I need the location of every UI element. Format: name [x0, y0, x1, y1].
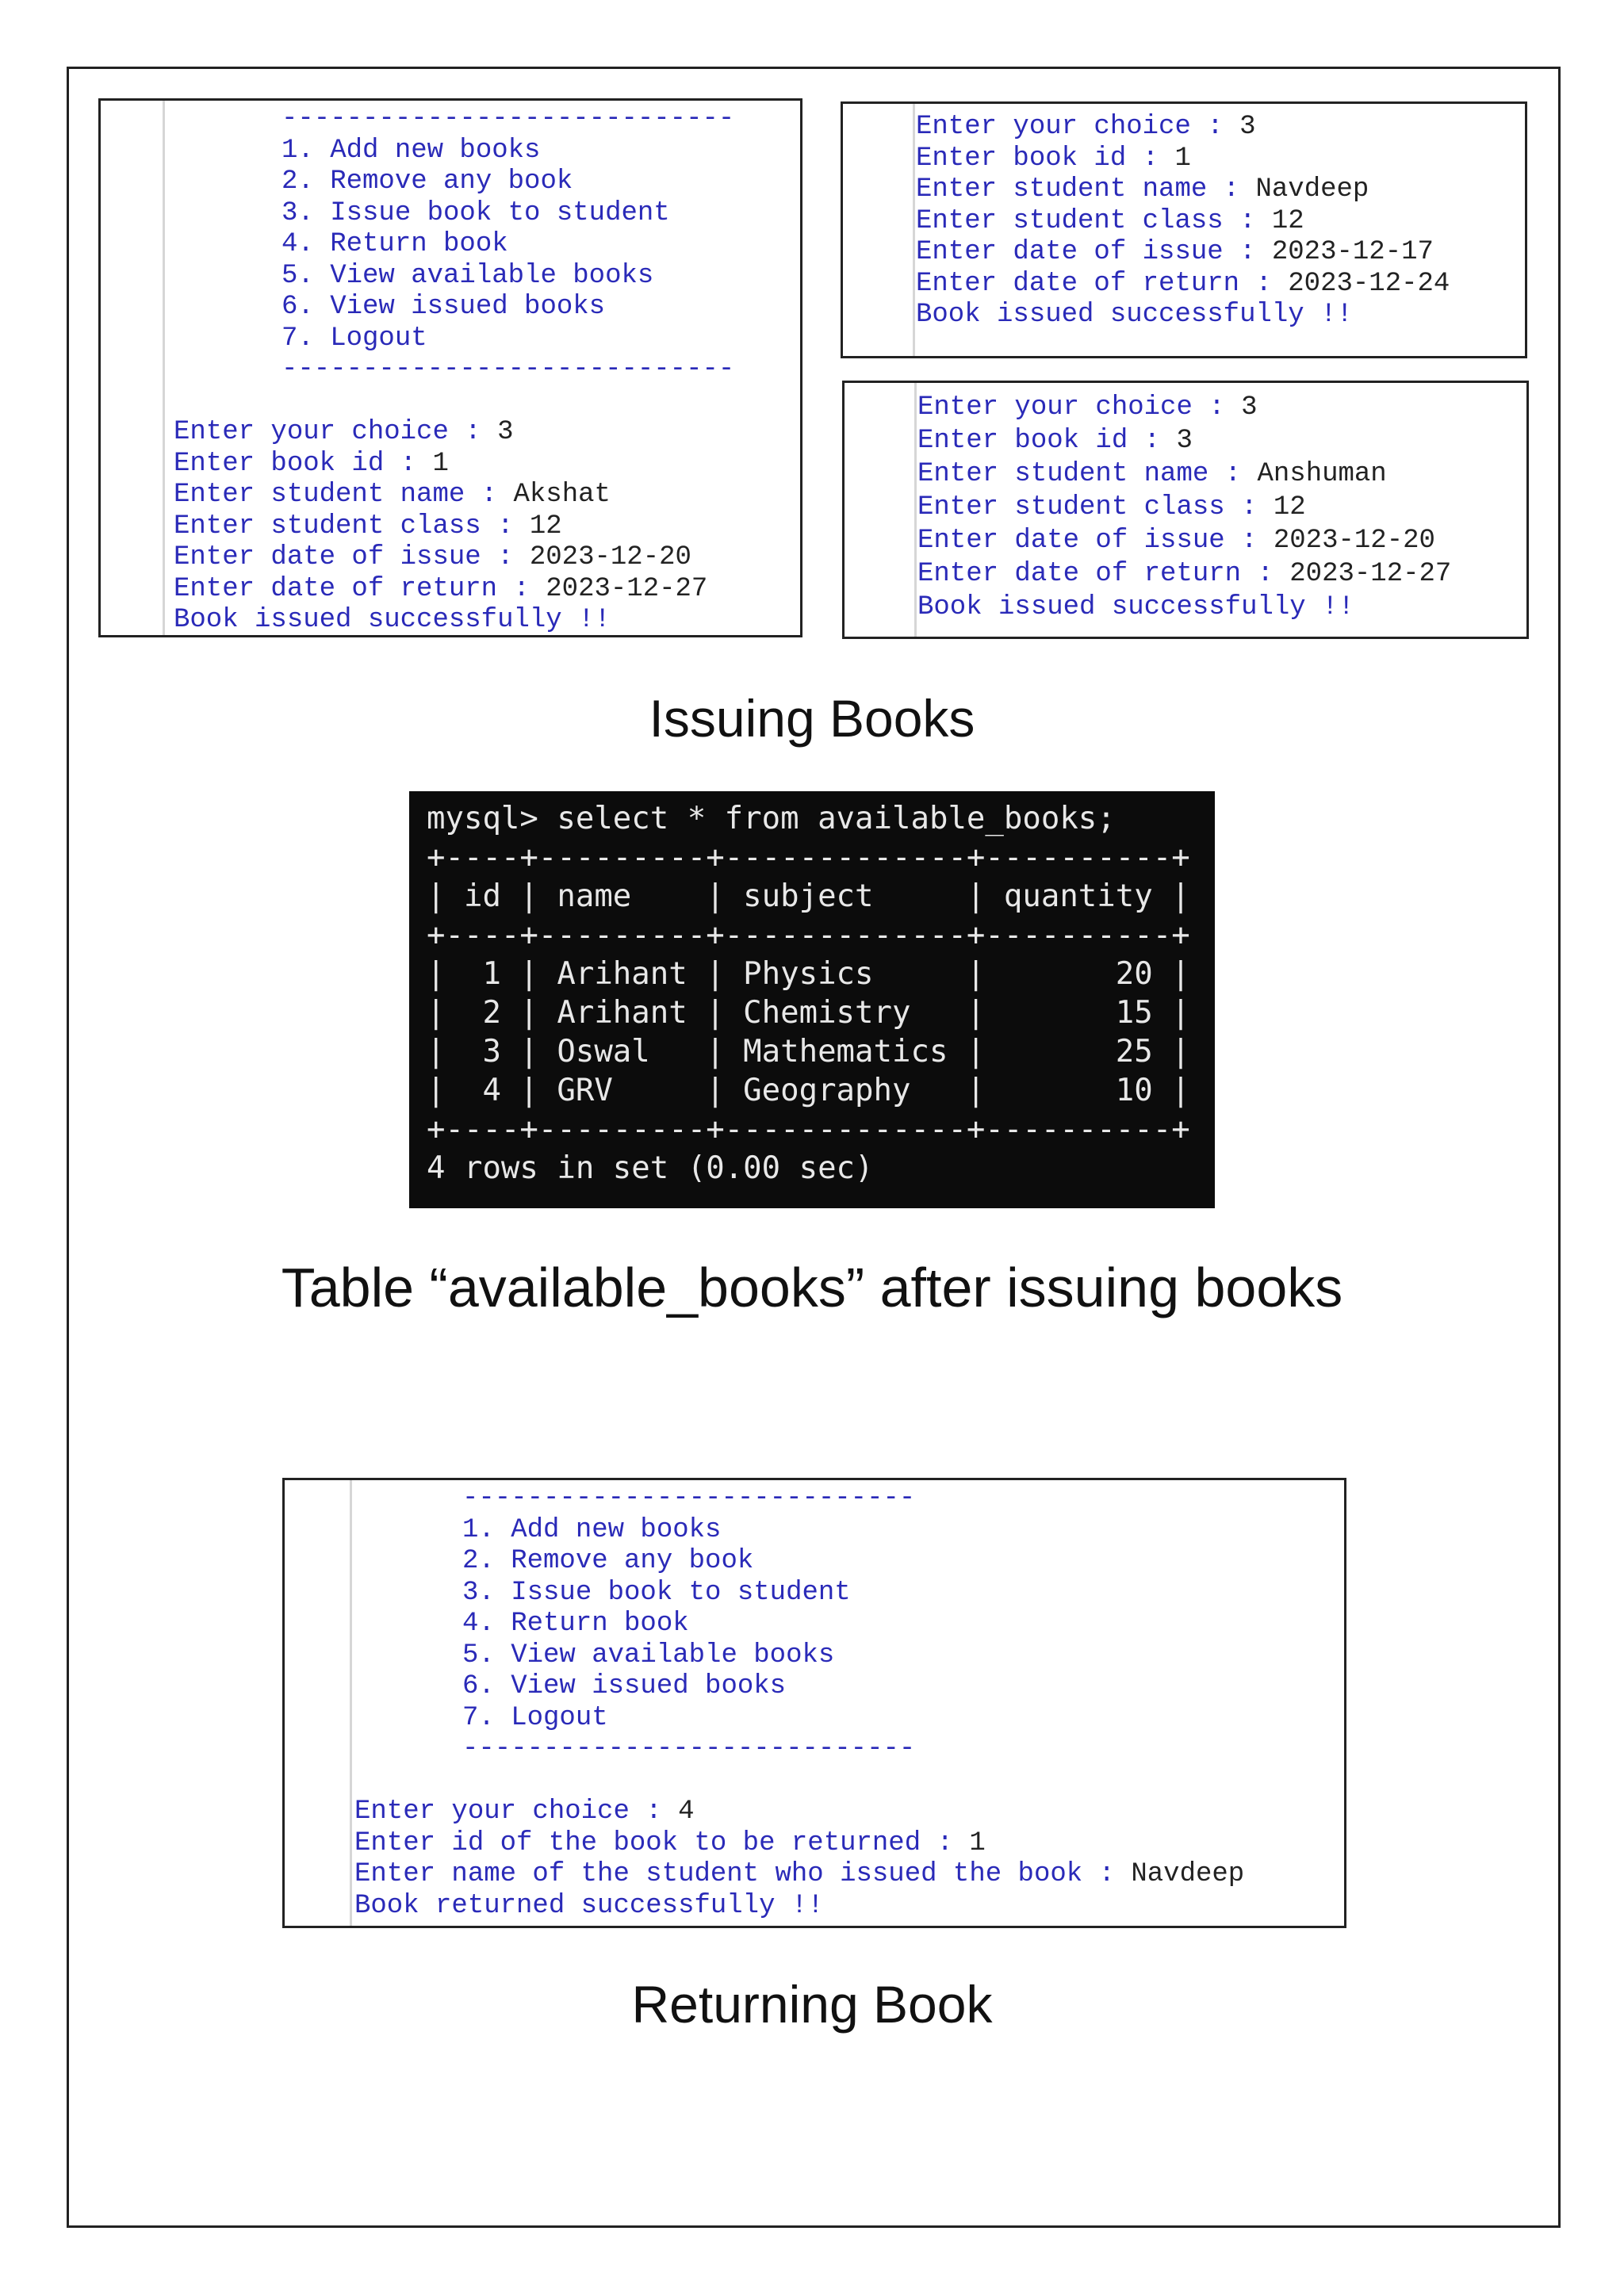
choice-value: 3 [497, 417, 514, 447]
return-date-prompt: Enter date of return : [174, 573, 546, 604]
console-gutter [350, 1480, 352, 1926]
book-id-value: 1 [432, 448, 449, 479]
return-date-prompt: Enter date of return : [917, 559, 1290, 589]
issue-date-value: 2023-12-17 [1271, 237, 1434, 267]
student-name-prompt: Enter student name : [174, 480, 514, 510]
student-class-prompt: Enter student class : [917, 492, 1274, 522]
choice-value: 4 [678, 1797, 695, 1827]
caption-returning-book: Returning Book [631, 1975, 993, 2034]
menu-item-view-issued: 6. View issued books [282, 292, 606, 322]
student-class-value: 12 [1273, 492, 1306, 522]
menu-top-separator: ---------------------------- [462, 1483, 916, 1513]
issue-date-prompt: Enter date of issue : [174, 542, 530, 572]
caption-table: Table “available_books” after issuing books [281, 1257, 1343, 1318]
console-issue-akshat [98, 98, 802, 637]
choice-prompt: Enter your choice : [354, 1797, 679, 1827]
console-gutter [163, 101, 165, 635]
choice-prompt: Enter your choice : [917, 392, 1242, 423]
student-class-value: 12 [529, 511, 562, 541]
student-class-prompt: Enter student class : [174, 511, 530, 541]
table-border-top: +----+---------+-------------+----------+ [427, 840, 1190, 875]
mysql-query: mysql> select * from available_books; [427, 801, 1116, 836]
menu-item-return: 4. Return book [462, 1609, 689, 1639]
console-gutter [913, 104, 915, 356]
student-name-value: Anshuman [1257, 459, 1387, 489]
table-row: | 4 | GRV | Geography | 10 | [427, 1073, 1190, 1108]
table-row: | 2 | Arihant | Chemistry | 15 | [427, 995, 1190, 1031]
menu-item-view-available: 5. View available books [462, 1640, 835, 1670]
book-id-prompt: Enter book id : [916, 143, 1175, 174]
return-id-prompt: Enter id of the book to be returned : [354, 1827, 970, 1858]
console-text [917, 391, 1451, 624]
table-border-bottom: +----+---------+-------------+----------+ [427, 1112, 1190, 1147]
menu-top-separator: ---------------------------- [282, 104, 735, 134]
console-text [916, 112, 1450, 331]
book-id-prompt: Enter book id : [917, 426, 1177, 456]
menu-item-issue: 3. Issue book to student [282, 197, 670, 228]
return-date-prompt: Enter date of return : [916, 268, 1289, 299]
table-row: | 3 | Oswal | Mathematics | 25 | [427, 1034, 1190, 1070]
return-id-value: 1 [969, 1827, 986, 1858]
student-name-prompt: Enter student name : [916, 174, 1256, 205]
return-date-value: 2023-12-24 [1288, 268, 1450, 299]
return-date-value: 2023-12-27 [546, 573, 708, 604]
console-issue-navdeep [841, 101, 1527, 358]
return-name-prompt: Enter name of the student who issued the book : [354, 1859, 1132, 1889]
menu-item-logout: 7. Logout [282, 323, 427, 354]
menu-item-logout: 7. Logout [462, 1702, 608, 1733]
mysql-terminal [409, 791, 1215, 1208]
menu-bottom-separator: ---------------------------- [462, 1734, 916, 1764]
book-id-value: 1 [1174, 143, 1191, 174]
student-name-value: Akshat [513, 480, 611, 510]
choice-value: 3 [1239, 112, 1256, 142]
mysql-footer: 4 rows in set (0.00 sec) [427, 1150, 874, 1186]
issue-date-value: 2023-12-20 [529, 542, 691, 572]
student-name-value: Navdeep [1255, 174, 1369, 205]
issue-result: Book issued successfully !! [917, 592, 1354, 622]
menu-item-add: 1. Add new books [462, 1514, 722, 1545]
issue-date-prompt: Enter date of issue : [917, 526, 1274, 556]
choice-value: 3 [1241, 392, 1258, 423]
issue-date-value: 2023-12-20 [1273, 526, 1435, 556]
menu-item-view-issued: 6. View issued books [462, 1671, 787, 1701]
student-name-prompt: Enter student name : [917, 459, 1258, 489]
return-result: Book returned successfully !! [354, 1890, 824, 1921]
choice-prompt: Enter your choice : [916, 112, 1240, 142]
menu-item-issue: 3. Issue book to student [462, 1577, 851, 1608]
console-text [174, 104, 734, 637]
console-gutter [914, 383, 917, 637]
book-id-prompt: Enter book id : [174, 448, 433, 479]
menu-item-add: 1. Add new books [282, 135, 541, 166]
student-class-value: 12 [1271, 205, 1304, 236]
table-border-mid: +----+---------+-------------+----------+ [427, 917, 1190, 953]
issue-result: Book issued successfully !! [916, 300, 1353, 330]
return-date-value: 2023-12-27 [1289, 559, 1452, 589]
table-row: | 1 | Arihant | Physics | 20 | [427, 956, 1190, 992]
caption-issuing-books: Issuing Books [649, 689, 975, 748]
return-name-value: Navdeep [1131, 1859, 1245, 1889]
student-class-prompt: Enter student class : [916, 205, 1272, 236]
issue-result: Book issued successfully !! [174, 605, 611, 635]
console-issue-anshuman [842, 381, 1529, 639]
menu-bottom-separator: ---------------------------- [282, 354, 735, 385]
book-id-value: 3 [1176, 426, 1193, 456]
issue-date-prompt: Enter date of issue : [916, 237, 1272, 267]
menu-item-remove: 2. Remove any book [462, 1546, 754, 1576]
console-text [354, 1483, 1244, 1922]
table-header: | id | name | subject | quantity | [427, 878, 1190, 914]
console-return-book [282, 1478, 1346, 1928]
mysql-output [427, 799, 1190, 1188]
menu-item-remove: 2. Remove any book [282, 166, 573, 197]
choice-prompt: Enter your choice : [174, 417, 498, 447]
menu-item-view-available: 5. View available books [282, 260, 654, 291]
menu-item-return: 4. Return book [282, 229, 508, 259]
